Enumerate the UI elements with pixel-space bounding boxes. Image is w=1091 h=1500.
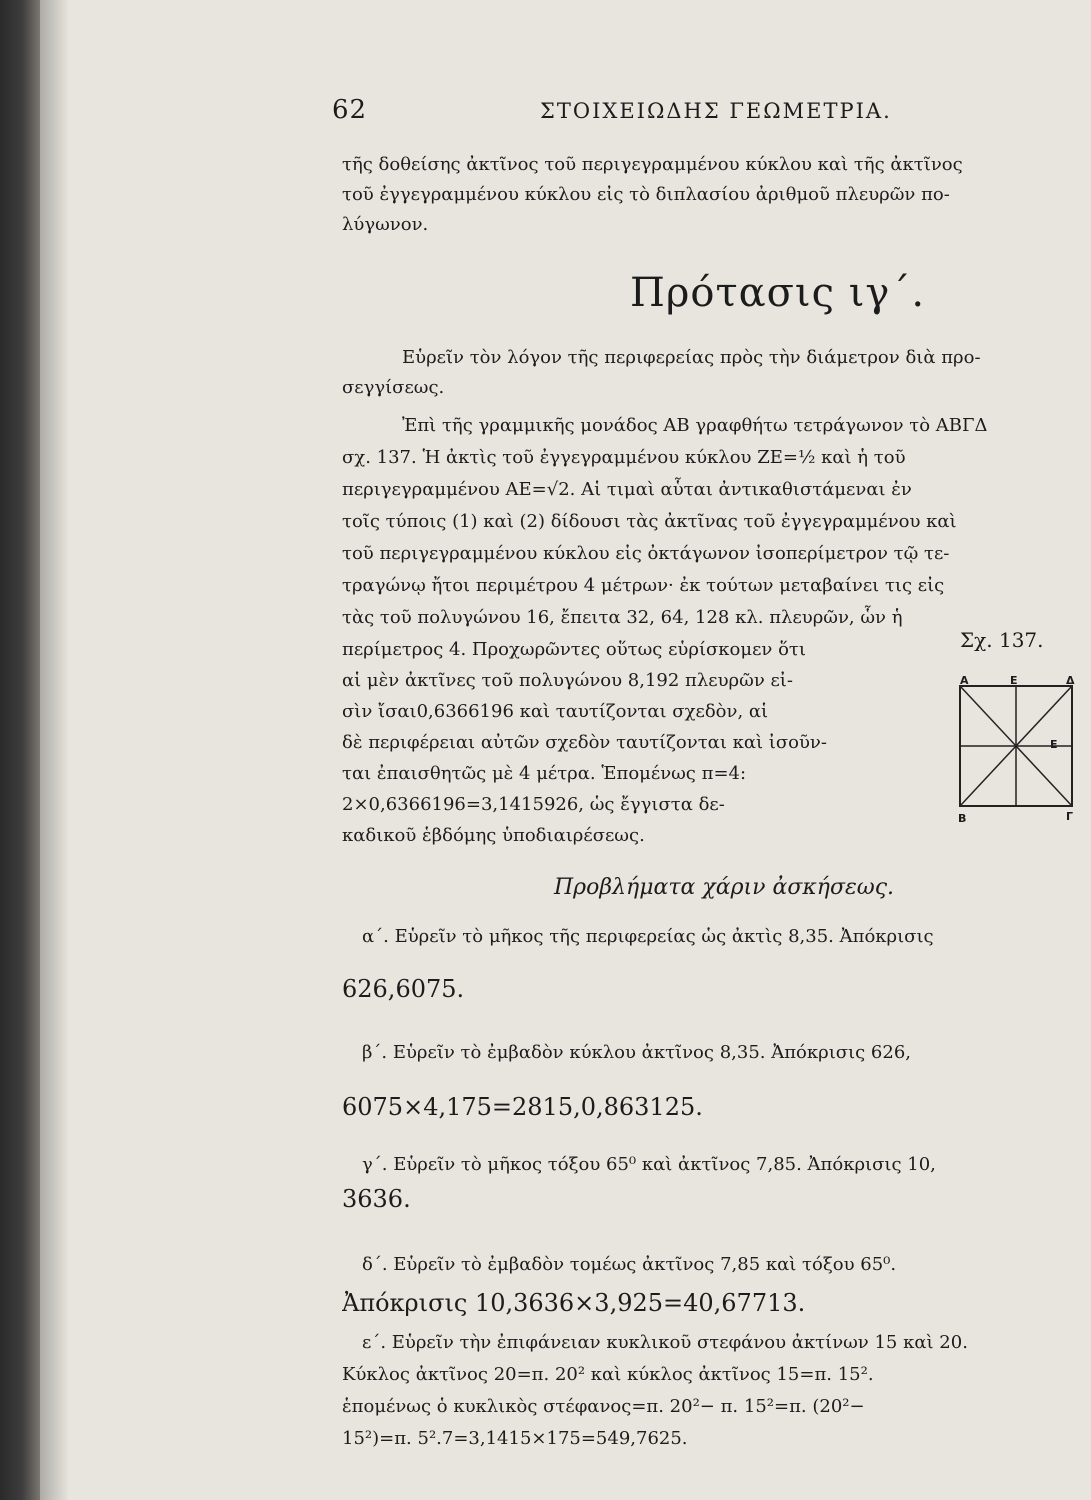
text-line: σχ. 137. Ἡ ἀκτὶς τοῦ ἐγγεγραμμένου κύκλου ΖΕ=½ καὶ ἡ τοῦ bbox=[342, 447, 906, 468]
problem-beta-answer: 6075×4,175=2815,0,863125. bbox=[342, 1093, 703, 1121]
figure-label-e-top: Ε bbox=[1010, 674, 1018, 687]
problem-alpha-question: α΄. Εὑρεῖν τὸ μῆκος τῆς περιφερείας ὡς ἀκτὶς 8,35. Ἀπόκρισις bbox=[362, 926, 934, 947]
text-line: τοῖς τύποις (1) καὶ (2) δίδουσι τὰς ἀκτῖνας τοῦ ἐγγεγραμμένου καὶ bbox=[342, 511, 957, 532]
text-line: σεγγίσεως. bbox=[342, 377, 445, 398]
problem-alpha-answer: 626,6075. bbox=[342, 975, 465, 1003]
figure-label-a: Α bbox=[960, 674, 969, 687]
text-line: καδικοῦ ἑβδόμης ὑποδιαιρέσεως. bbox=[342, 825, 645, 846]
figure-caption: Σχ. 137. bbox=[960, 628, 1044, 652]
text-line: τραγώνῳ ἤτοι περιμέτρου 4 μέτρων· ἐκ τούτων μεταβαίνει τις εἰς bbox=[342, 575, 945, 596]
book-page bbox=[40, 0, 1091, 1500]
figure-label-b: Β bbox=[958, 812, 967, 825]
text-line: σὶν ἴσαι0,6366196 καὶ ταυτίζονται σχεδὸν, αἱ bbox=[342, 701, 769, 722]
book-spine-shadow bbox=[0, 0, 40, 1500]
text-line: αἱ μὲν ἀκτῖνες τοῦ πολυγώνου 8,192 πλευρῶν εἰ- bbox=[342, 670, 793, 691]
text-line: Εὑρεῖν τὸν λόγον τῆς περιφερείας πρὸς τὴν διάμετρον διὰ προ- bbox=[402, 347, 981, 368]
figure-label-e-center: Ε bbox=[1050, 738, 1058, 751]
text-line: τὰς τοῦ πολυγώνου 16, ἔπειτα 32, 64, 128 κλ. πλευρῶν, ὧν ἡ bbox=[342, 607, 903, 628]
proof-paragraph bbox=[342, 410, 1084, 634]
problem-delta-answer: Ἀπόκρισις 10,3636×3,925=40,67713. bbox=[342, 1289, 806, 1317]
problem-epsilon-answer: 15²)=π. 5².7=3,1415×175=549,7625. bbox=[342, 1428, 688, 1449]
running-head: ΣΤΟΙΧΕΙΩΔΗΣ ΓΕΩΜΕΤΡΙΑ. bbox=[540, 99, 892, 123]
figure-137 bbox=[952, 628, 1082, 838]
problem-epsilon-question: ε΄. Εὑρεῖν τὴν ἐπιφάνειαν κυκλικοῦ στεφάνου ἀκτίνων 15 καὶ 20. bbox=[362, 1332, 968, 1353]
page-number: 62 bbox=[332, 95, 368, 125]
text-line: ται ἐπαισθητῶς μὲ 4 μέτρα. Ἑπομένως π=4: bbox=[342, 763, 747, 784]
text-line: λύγωνον. bbox=[342, 214, 429, 235]
figure-label-d: Δ bbox=[1066, 674, 1075, 687]
problem-epsilon-line: ἑπομένως ὁ κυκλικὸς στέφανος=π. 20²− π. 15²=π. (20²− bbox=[342, 1396, 865, 1417]
problem-delta-question: δ΄. Εὑρεῖν τὸ ἐμβαδὸν τομέως ἀκτῖνος 7,85 καὶ τόξου 65⁰. bbox=[362, 1254, 897, 1275]
page-header bbox=[40, 95, 1091, 135]
problem-beta-question: β΄. Εὑρεῖν τὸ ἐμβαδὸν κύκλου ἀκτῖνος 8,35. Ἀπόκρισις 626, bbox=[362, 1042, 911, 1063]
text-line: δὲ περιφέρειαι αὐτῶν σχεδὸν ταυτίζονται καὶ ἰσοῦν- bbox=[342, 732, 827, 753]
problem-epsilon-line: Κύκλος ἀκτῖνος 20=π. 20² καὶ κύκλος ἀκτῖνος 15=π. 15². bbox=[342, 1364, 874, 1385]
text-line: περίμετρος 4. Προχωρῶντες οὕτως εὑρίσκομεν ὅτι bbox=[342, 639, 806, 660]
text-line: 2×0,6366196=3,1415926, ὡς ἔγγιστα δε- bbox=[342, 794, 725, 815]
figure-label-g: Γ bbox=[1066, 810, 1074, 823]
problem-gamma-question: γ΄. Εὑρεῖν τὸ μῆκος τόξου 65⁰ καὶ ἀκτῖνος 7,85. Ἀπόκρισις 10, bbox=[362, 1154, 936, 1175]
text-line: περιγεγραμμένου ΑΕ=√2. Αἱ τιμαὶ αὗται ἀντικαθιστάμεναι ἐν bbox=[342, 479, 912, 500]
proposition-statement bbox=[342, 343, 1084, 403]
square-diagram bbox=[952, 666, 1082, 816]
proposition-title: Πρότασις ιγ΄. bbox=[630, 270, 926, 316]
proof-paragraph-narrow bbox=[342, 634, 942, 851]
problem-gamma-answer: 3636. bbox=[342, 1185, 411, 1213]
text-line: τοῦ ἐγγεγραμμένου κύκλου εἰς τὸ διπλασίου ἀριθμοῦ πλευρῶν πο- bbox=[342, 184, 950, 205]
problems-title: Προβλήματα χάριν ἀσκήσεως. bbox=[554, 875, 895, 900]
text-line: τοῦ περιγεγραμμένου κύκλου εἰς ὀκτάγωνον ἰσοπερίμετρον τῷ τε- bbox=[342, 543, 950, 564]
text-line: τῆς δοθείσης ἀκτῖνος τοῦ περιγεγραμμένου κύκλου καὶ τῆς ἀκτῖνος bbox=[342, 154, 963, 175]
text-line: Ἐπὶ τῆς γραμμικῆς μονάδος ΑΒ γραφθήτω τετράγωνον τὸ ΑΒΓΔ bbox=[402, 415, 988, 436]
intro-paragraph bbox=[342, 150, 1084, 240]
